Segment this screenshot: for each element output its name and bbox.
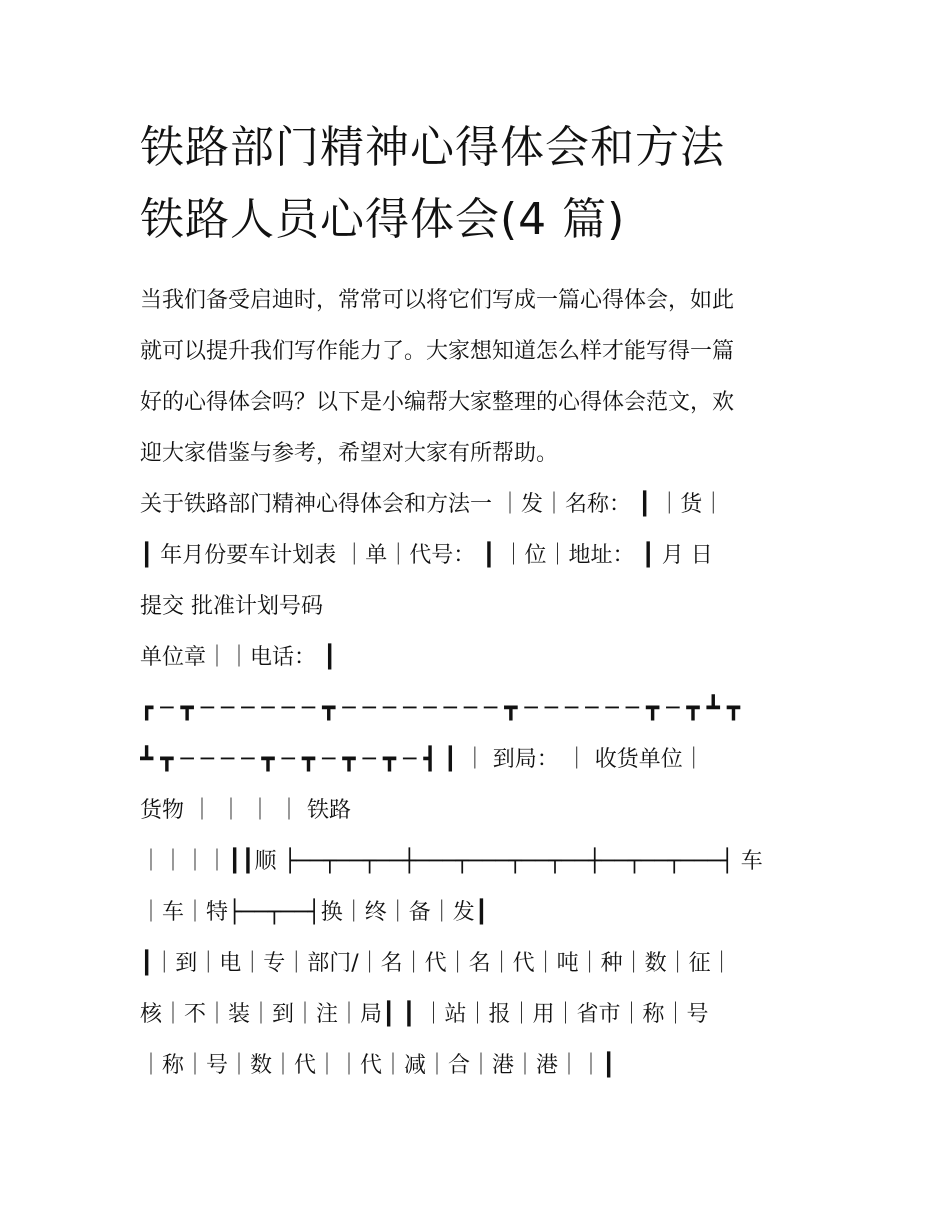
table-border-line-2: ┻ ┳ ─ ─ ─ ─ ┳ ─ ┳ ─ ┳ ─ ┳ ─ ┫ ┃ ｜ 到局： ｜ 收货单位｜ [140,747,705,772]
body-text [140,275,820,1091]
title-line-2: 铁路人员心得体会(4 篇) [140,194,626,245]
intro-line-3: 好的心得体会吗？以下是小编帮大家整理的心得体会范文，欢 [140,390,735,415]
table-line-3: 货物 ｜ ｜ ｜ ｜ 铁路 [140,798,351,823]
table-line-7: 核｜不｜装｜到｜注｜局┃ ┃ ｜站｜报｜用｜省市｜称｜号 [140,1002,709,1027]
form-line-1: 关于铁路部门精神心得体会和方法一 ｜发｜名称： ┃ ｜货｜ [140,492,725,517]
table-line-6: ┃｜到｜电｜专｜部门/｜名｜代｜名｜代｜吨｜种｜数｜征｜ [140,951,733,976]
table-line-4: ｜｜｜｜┃┃顺 ├──┬──┬──┼───┬───┬──┬──┼──┬──┬───┤ 车 [140,849,763,874]
page-title [140,112,820,256]
form-line-2: ┃ 年月份要车计划表 ｜单｜代号： ┃ ｜位｜地址： ┃ 月 日 [140,543,713,568]
form-line-4: 单位章｜｜电话： ┃ [140,645,337,670]
table-line-8: ｜称｜号｜数｜代｜｜代｜减｜合｜港｜港｜｜┃ [140,1053,616,1078]
intro-line-1: 当我们备受启迪时，常常可以将它们写成一篇心得体会，如此 [140,288,735,313]
intro-line-4: 迎大家借鉴与参考，希望对大家有所帮助。 [140,441,559,466]
table-border-line-1: ┏ ─ ┳ ─ ─ ─ ─ ─ ─ ┳ ─ ─ ─ ─ ─ ─ ─ ─ ┳ ─ ─ ─ ─ ─ ─ ┳ ─ ┳ ┻ ┳ [140,696,741,721]
table-line-5: ｜车｜特├──┬──┤换｜终｜备｜发┃ [140,900,488,925]
intro-line-2: 就可以提升我们写作能力了。大家想知道怎么样才能写得一篇 [140,339,735,364]
title-line-1: 铁路部门精神心得体会和方法 [140,122,725,173]
form-line-3: 提交 批准计划号码 [140,594,323,619]
